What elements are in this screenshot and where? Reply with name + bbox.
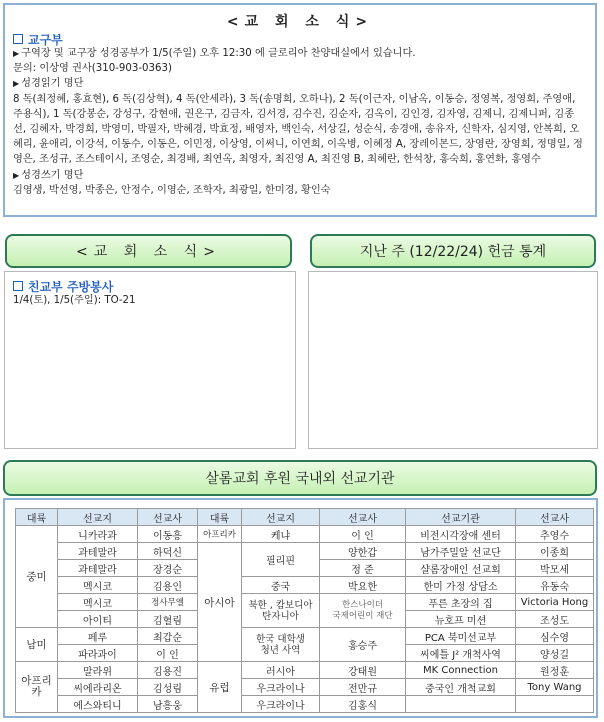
place-cell: 니카라과 <box>58 526 138 543</box>
missionary-cell: 심수영 <box>516 628 594 645</box>
missionary-cell: 원정훈 <box>516 662 594 679</box>
org-cell: 중국인 개척교회 <box>406 679 516 696</box>
place-cell: 중국 <box>242 577 320 594</box>
kitchen-text: 1/4(토), 1/5(주일): TO-21 <box>13 295 136 306</box>
missionary-cell: 김성림 <box>138 679 198 696</box>
col-header: 선교지 <box>242 509 320 526</box>
org-cell <box>406 696 516 713</box>
region-cell: 아시아 <box>198 543 242 662</box>
offering-stats-header: 지난 주 (12/22/24) 헌금 통계 <box>310 234 596 268</box>
missionary-cell: 김용진 <box>138 662 198 679</box>
table-row <box>16 662 594 679</box>
org-cell: 비전시각장애 센터 <box>406 526 516 543</box>
org-cell: 한미 가정 상담소 <box>406 577 516 594</box>
col-header: 선교사 <box>320 509 406 526</box>
writing-heading: ▶ 성경쓰기 명단 <box>13 169 84 181</box>
missionary-cell: 한스나이더 국제어린이 재단 <box>320 594 406 628</box>
place-cell: 페루 <box>58 628 138 645</box>
region-cell: 유럽 <box>198 662 242 713</box>
missionary-cell: Tony Wang <box>516 679 594 696</box>
triangle-bullet-icon: ▶ <box>13 79 20 89</box>
missionary-cell: 김용인 <box>138 577 198 594</box>
missionary-cell: 유동숙 <box>516 577 594 594</box>
missionary-cell: 정사무엘 <box>138 594 198 611</box>
missionary-cell: 박요한 <box>320 577 406 594</box>
triangle-bullet-icon: ▶ <box>13 170 20 180</box>
missionary-cell: 이동흥 <box>138 526 198 543</box>
square-bullet-icon <box>13 281 23 291</box>
missionary-cell: 이종희 <box>516 543 594 560</box>
missionary-cell: Victoria Hong <box>516 594 594 611</box>
reading-heading: ▶ 성경읽기 명단 <box>13 78 84 90</box>
org-cell: MK Connection <box>406 662 516 679</box>
missionary-cell: 전만규 <box>320 679 406 696</box>
top-title: <교 회 소 식> <box>226 14 374 30</box>
missionary-cell: 이 인 <box>320 526 406 543</box>
table-row <box>16 628 594 645</box>
mission-table <box>15 508 594 713</box>
announcement: ▶ 구역장 및 교구장 성경공부가 1/5(주일) 오후 12:30 에 글로리아 찬양대실에서 있습니다. <box>13 48 416 59</box>
missionary-cell: 박모세 <box>516 560 594 577</box>
missionary-cell: 남흥웅 <box>138 696 198 713</box>
place-cell: 북한 , 캄보디아 탄자니아 <box>242 594 320 628</box>
col-header: 선교지 <box>58 509 138 526</box>
table-row <box>16 543 594 560</box>
dept-heading: 교구부 <box>13 31 595 46</box>
col-header: 대륙 <box>16 509 58 526</box>
place-cell: 멕시코 <box>58 594 138 611</box>
place-cell: 케냐 <box>242 526 320 543</box>
place-cell: 우크라이나 <box>242 696 320 713</box>
place-cell: 멕시코 <box>58 577 138 594</box>
place-cell: 러시아 <box>242 662 320 679</box>
missionary-cell: 하덕신 <box>138 543 198 560</box>
church-news-header: <교 회 소 식> <box>5 234 292 268</box>
place-cell: 필리핀 <box>242 543 320 577</box>
col-header: 선교기관 <box>406 509 516 526</box>
col-header: 선교사 <box>516 509 594 526</box>
reading-list: 8 독(최정혜, 홍효현), 6 독(김상혁), 4 독(안세라), 3 독(송명희, 오하나), 2 독(이근자, 이남옥, 이동승, 정영복, 정영희, 주영애, 주용식), 1 독(강봉순, 강성구, 강현애, 권은구, 김금자, 김서경, 김수진, 김순자, 김옥이, 김인경, 김자영, 김제니, 김제니퍼, 김종선, 김혜자, 박경희, 박영미, 박필자, 박혜경, 박효정, 배영자, 백인숙, 서상길, 성순식, 송경애, 송유자, 신학자, 심지영, 안복희, 오혜리, 윤애리, 이강석, 이동수, 이동은, 이민정, 이상영, 이써니, 이연희, 이옥병, 이혜정 A, 장레이몬드, 장영란, 장영희, 정명일, 정영은, 조성규, 조스테이시, 조영순, 최경배, 최연옥, 최영자, 최진영 A, 최진영 B, 최혜란, 한석창, 홍숙희, 홍연화, 홍영수 <box>13 93 583 166</box>
missionary-cell: 김홍식 <box>320 696 406 713</box>
triangle-bullet-icon: ▶ <box>13 49 20 58</box>
table-row <box>16 526 594 543</box>
offering-stats-panel <box>308 271 598 449</box>
missionary-cell: 정 준 <box>320 560 406 577</box>
missionary-cell: 장경순 <box>138 560 198 577</box>
missionary-cell: 강태원 <box>320 662 406 679</box>
missionary-cell: 조성도 <box>516 611 594 628</box>
place-cell: 한국 대학생 청년 사역 <box>242 628 320 662</box>
missionary-cell: 추영수 <box>516 526 594 543</box>
region-cell: 아프리카 <box>16 662 58 713</box>
square-bullet-icon <box>13 34 23 44</box>
col-header: 선교사 <box>138 509 198 526</box>
mission-header: 살롬교회 후원 국내외 선교기관 <box>3 460 597 496</box>
table-header-row <box>16 509 594 526</box>
church-news-top-panel <box>3 3 597 217</box>
place-cell: 우크라이나 <box>242 679 320 696</box>
writing-list: 김영생, 박선영, 박종은, 안정수, 이영순, 조학자, 최광일, 한미경, 황인숙 <box>13 184 331 196</box>
place-cell: 말라위 <box>58 662 138 679</box>
missionary-cell: 양성길 <box>516 645 594 662</box>
region-cell: 아프리카 <box>198 526 242 543</box>
table-row <box>16 594 594 611</box>
table-row <box>16 696 594 713</box>
table-row <box>16 577 594 594</box>
region-cell: 남미 <box>16 628 58 662</box>
org-cell: 뉴호프 미션 <box>406 611 516 628</box>
mission-panel <box>3 498 598 718</box>
contact: 문의: 이상영 권사(310-903-0363) <box>13 63 172 75</box>
church-news-panel <box>4 271 296 449</box>
kitchen-heading: 친교부 주방봉사 <box>13 278 295 293</box>
col-header: 대륙 <box>198 509 242 526</box>
region-cell: 중미 <box>16 526 58 628</box>
missionary-cell: 양한갑 <box>320 543 406 560</box>
org-cell: 씨에틀 J² 개척사역 <box>406 645 516 662</box>
place-cell: 과테말라 <box>58 543 138 560</box>
org-cell: PCA 북미선교부 <box>406 628 516 645</box>
table-row <box>16 679 594 696</box>
missionary-cell: 홍승주 <box>320 628 406 662</box>
missionary-cell: 김혈림 <box>138 611 198 628</box>
place-cell: 파라과이 <box>58 645 138 662</box>
place-cell: 씨에라리온 <box>58 679 138 696</box>
place-cell: 에스와티니 <box>58 696 138 713</box>
missionary-cell <box>516 696 594 713</box>
place-cell: 아이티 <box>58 611 138 628</box>
org-cell: 샬롬장애인 선교회 <box>406 560 516 577</box>
org-cell: 남가주밀알 선교단 <box>406 543 516 560</box>
place-cell: 과테말라 <box>58 560 138 577</box>
org-cell: 푸른 초장의 집 <box>406 594 516 611</box>
missionary-cell: 최갑순 <box>138 628 198 645</box>
missionary-cell: 이 인 <box>138 645 198 662</box>
